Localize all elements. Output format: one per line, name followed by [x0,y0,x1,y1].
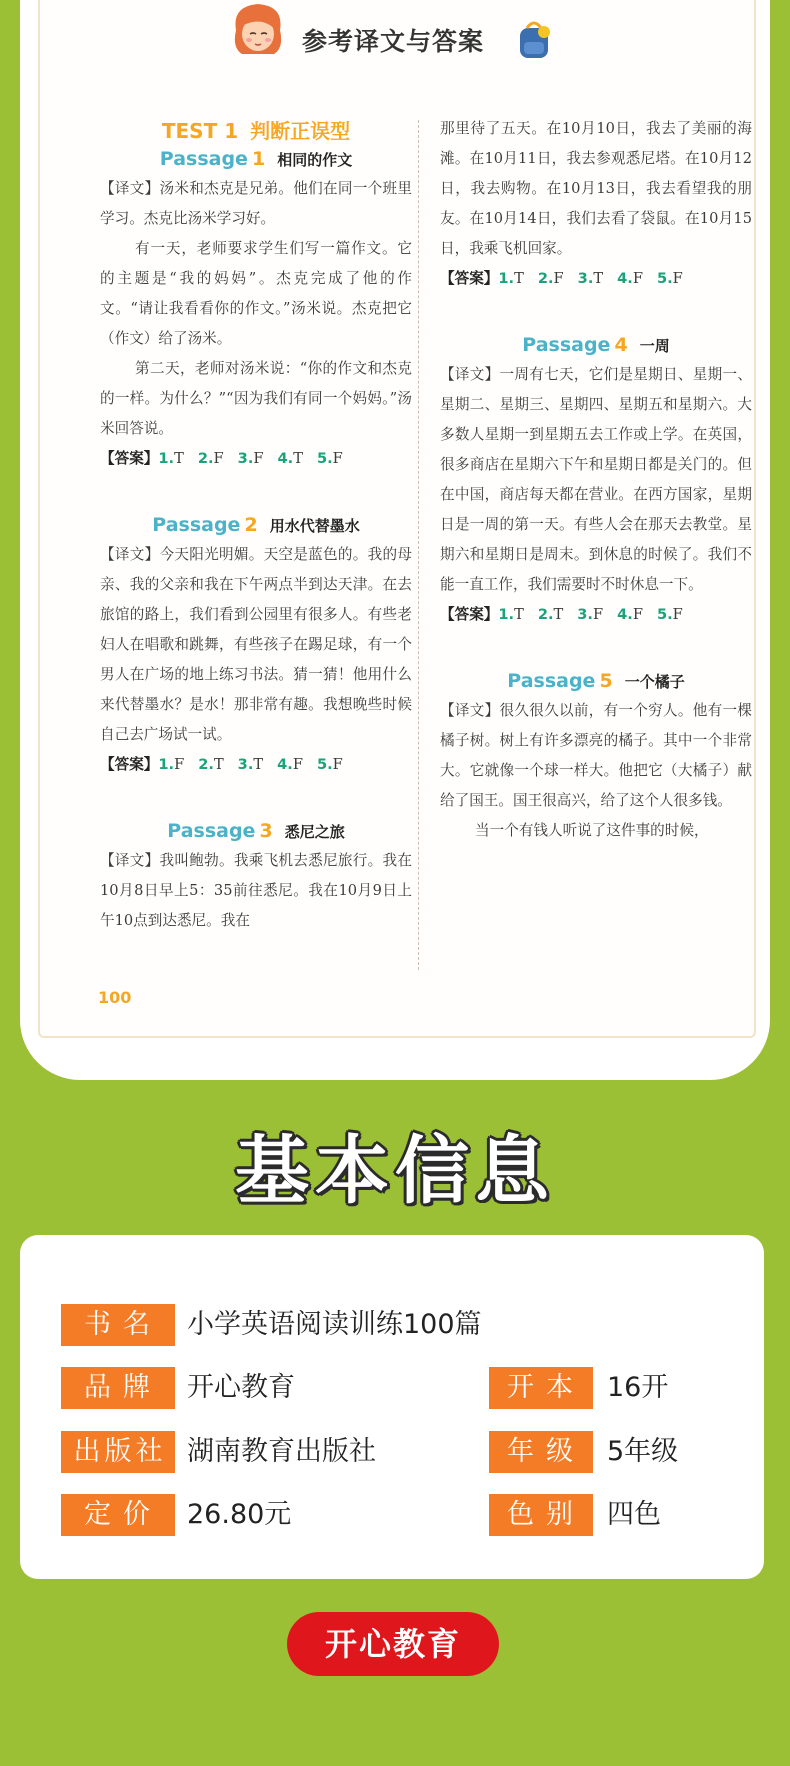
passage-number: 3 [259,820,273,842]
answer-number: 2. [537,270,554,287]
answer-value: F [332,756,343,773]
passage-1-para: 第二天，老师对汤米说：“你的作文和杰克的一样。为什么？”“因为我们有同一个妈妈。”汤米回答说。 [100,360,412,437]
passage-3-answers [440,264,752,294]
passage-title: 用水代替墨水 [269,517,360,535]
answer-page-card [20,0,770,1080]
answer-number: 3. [237,450,254,467]
passage-1-answers [100,444,412,474]
color-value: 四色 [607,1499,661,1530]
answer-page-frame [38,0,756,1038]
answer-number: 5. [316,450,333,467]
column-divider [418,120,419,970]
passage-title: 一个橘子 [624,673,685,691]
answer-number: 5. [656,270,673,287]
answer-value: T [213,756,224,773]
schoolbag-icon [514,18,554,60]
passage-word: Passage [159,148,248,170]
format-value: 16开 [607,1372,669,1403]
answer-number: 4. [617,606,633,623]
answer-value: T [293,450,303,467]
passage-3-para: 【译文】我叫鲍勃。我乘飞机去悉尼旅行。我在10月8日早上5：35前往悉尼。我在10月9日上午10点到达悉尼。我在 [100,852,412,929]
answer-value: F [553,270,564,287]
passage-word: Passage [507,670,596,692]
passage-2-para: 【译文】今天阳光明媚。天空是蓝色的。我的母亲、我的父亲和我在下午两点半到达天津。在去旅馆的路上，我们看到公园里有很多人。有些老妇人在唱歌和跳舞，有些孩子在踢足球，有一个男人在广场的地上练习书法。猜一猜！他用什么来代替墨水？是水！那非常有趣。我想晚些时候自己去广场试一试。 [100,546,412,743]
passage-word: Passage [152,514,241,536]
answer-tag: 【答案】 [100,450,159,467]
answer-value: T [174,450,184,467]
answer-tag: 【答案】 [440,270,499,287]
answer-value: F [292,756,303,773]
book-name-value: 小学英语阅读训练100篇 [187,1309,482,1340]
passage-number: 2 [244,514,258,536]
answer-value: T [253,756,264,773]
answer-number: 2. [197,450,214,467]
passage-3-heading [100,818,412,846]
answer-number: 1. [158,756,175,773]
book-name-label: 书名 [61,1304,175,1346]
passage-2-heading [100,512,412,540]
passage-2-answers [100,750,412,780]
answer-number: 3. [577,270,594,287]
test-title: 判断正误型 [250,119,351,143]
grade-label: 年级 [489,1431,593,1473]
passage-5-para: 当一个有钱人听说了这件事的时候， [475,822,709,839]
passage-title: 相同的作文 [277,151,353,169]
answer-tag: 【答案】 [440,606,499,623]
answer-number: 3. [577,606,593,623]
answer-tag: 【答案】 [100,756,159,773]
answer-value: F [672,270,683,287]
answer-value: T [514,270,524,287]
price-value: 26.80元 [187,1499,292,1530]
brand-value: 开心教育 [187,1372,295,1403]
test-label: TEST 1 [161,119,239,143]
passage-word: Passage [167,820,256,842]
page-title: 参考译文与答案 [302,27,485,56]
price-label: 定价 [61,1494,175,1536]
publisher-value: 湖南教育出版社 [187,1436,376,1467]
passage-number: 5 [599,670,613,692]
answer-number: 5. [656,606,673,623]
brand-logo: 开心教育 [287,1612,499,1676]
answer-value: T [514,606,524,623]
answer-value: F [632,270,643,287]
format-label: 开本 [489,1367,593,1409]
answer-number: 2. [537,606,554,623]
answer-value: F [332,450,343,467]
passage-title: 一周 [639,337,670,355]
right-column [440,114,752,846]
passage-4-heading [440,332,752,360]
brand-label: 品牌 [61,1367,175,1409]
answer-number: 4. [277,756,293,773]
passage-5-heading [440,668,752,696]
info-card [20,1235,764,1579]
answer-number: 4. [277,450,294,467]
girl-face-icon [230,0,286,60]
passage-1-heading [100,146,412,174]
answer-number: 1. [498,606,515,623]
answer-number: 4. [617,270,633,287]
left-column [100,118,412,936]
answer-number: 2. [198,756,214,773]
passage-3-para-continued: 那里待了五天。在10月10日，我去了美丽的海滩。在10月11日，我去参观悉尼塔。在10月12日，我去购物。在10月13日，我去看望我的朋友。在10月14日，我们去看了袋鼠。在10月15日，我乘飞机回家。 [440,120,752,257]
passage-number: 4 [614,334,628,356]
answer-value: T [553,606,564,623]
answer-number: 1. [498,270,515,287]
passage-4-para: 【译文】一周有七天，它们是星期日、星期一、星期二、星期三、星期四、星期五和星期六。大多数人星期一到星期五去工作或上学。在英国，很多商店在星期六下午和星期日都是关门的。但在中国，商店每天都在营业。在西方国家，星期日是一周的第一天。有些人会在那天去教堂。星期六和星期日是周末。到休息的时候了。我们不能一直工作，我们需要时不时休息一下。 [440,366,752,593]
passage-number: 1 [251,148,266,170]
passage-1-para: 有一天，老师要求学生们写一篇作文。它的主题是“我的妈妈”。杰克完成了他的作文。“请让我看看你的作文。”汤米说。杰克把它（作文）给了汤米。 [100,240,412,347]
passage-4-answers [440,600,752,630]
passage-1-para: 【译文】汤米和杰克是兄弟。他们在同一个班里学习。杰克比汤米学习好。 [100,180,412,227]
publisher-label: 出版社 [61,1431,175,1473]
answer-value: T [593,270,604,287]
info-section-title: 基本信息 [235,1128,555,1214]
passage-title: 悉尼之旅 [284,823,345,841]
answer-number: 1. [158,450,175,467]
grade-value: 5年级 [607,1436,679,1467]
answer-value: F [672,606,683,623]
page-number: 100 [98,988,132,1007]
answer-number: 5. [316,756,333,773]
answer-number: 3. [237,756,254,773]
answer-value: F [632,606,643,623]
test-heading [100,118,412,144]
answer-value: F [213,450,224,467]
passage-5-para: 【译文】很久很久以前，有一个穷人。他有一棵橘子树。树上有许多漂亮的橘子。其中一个非常大。它就像一个球一样大。他把它（大橘子）献给了国王。国王很高兴，给了这个人很多钱。 [440,702,752,809]
color-label: 色别 [489,1494,593,1536]
passage-word: Passage [522,334,611,356]
page-header [40,0,754,72]
answer-value: F [592,606,604,623]
answer-value: F [174,756,185,773]
answer-value: F [253,450,264,467]
